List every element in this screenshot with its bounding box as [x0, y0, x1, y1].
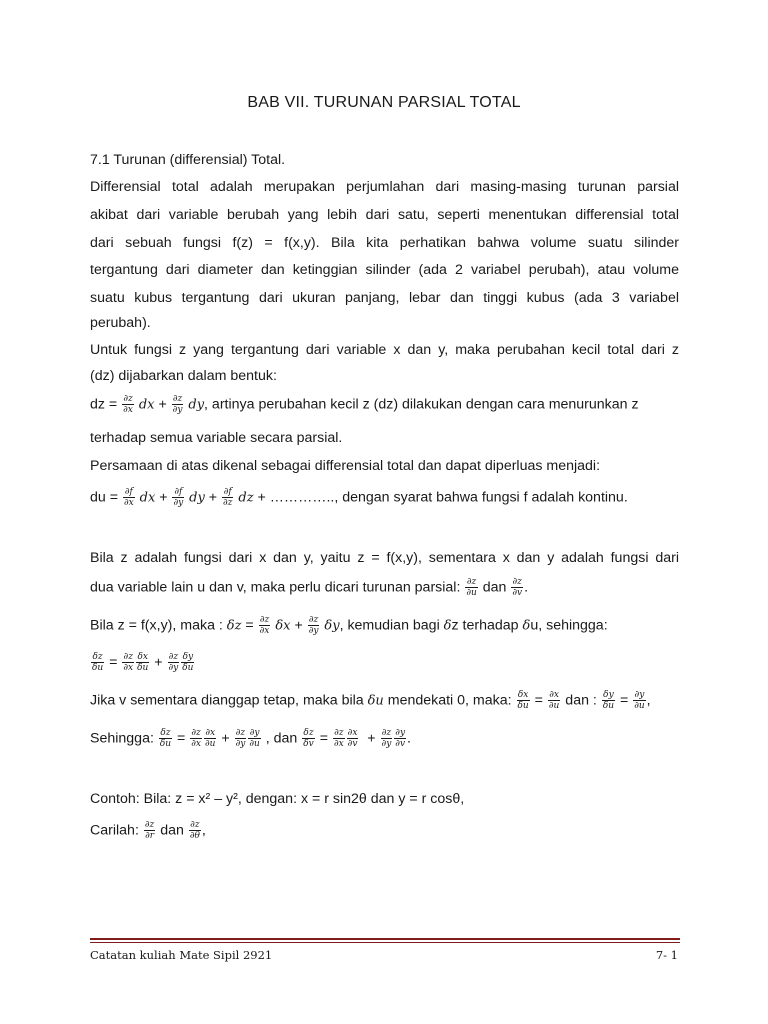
para1-line1: Differensial total adalah merupakan perjumlahan dari masing-masing turunan parsial [90, 179, 679, 195]
page-footer [90, 948, 680, 962]
footer-rule-thick [90, 938, 680, 940]
para4-line2: dua variable lain u dan v, maka perlu dicari turunan parsial: $\frac{\partial z}{\partial u}$ dan $\frac{\partial z}{\partial v}$ . [90, 577, 529, 598]
para3: Persamaan di atas dikenal sebagai differensial total dan dapat diperluas menjadi: [90, 458, 601, 474]
example-line: Contoh: Bila: z = x² – y², dengan: x = r sin2θ dan y = r cosθ, [90, 791, 465, 807]
para4-line1: Bila z adalah fungsi dari x dan y, yaitu z = f(x,y), sementara x dan y adalah fungsi dari [90, 550, 679, 566]
section-heading: 7.1 Turunan (differensial) Total. [90, 152, 286, 168]
page-title: BAB VII. TURUNAN PARSIAL TOTAL [247, 94, 521, 111]
fraction-df-dz: $\frac{\partial f}{\partial z}$ [223, 487, 233, 508]
du-lhs: du = [90, 489, 122, 506]
footer-rule-thin [90, 942, 680, 943]
dz-explanation: , artinya perubahan kecil z (dz) dilakukan dengan cara menurunkan z [204, 396, 639, 413]
dz-lhs: dz = [90, 396, 122, 413]
para2-line1: Untuk fungsi z yang tergantung dari variable x dan y, maka perubahan kecil total dari z [90, 342, 679, 358]
carilah-line: Carilah: $\frac{\partial z}{\partial r}$ dan $\frac{\partial z}{\partial\theta}$ , [90, 820, 206, 841]
footer-course: Catatan kuliah Mate Sipil 2921 [90, 948, 273, 962]
para5-line: Bila z = f(x,y), maka : δz = $\frac{\partial z}{\partial x}$ δx + $\frac{\partial z}{\partial y}$ δy, kemudian bagi δz terhadap δu, sehingga: [90, 615, 608, 636]
dz-explanation-cont: terhadap semua variable secara parsial. [90, 430, 343, 446]
para1-line4: tergantung dari diameter dan ketinggian silinder (ada 2 variabel perubah), atau volume [90, 262, 679, 278]
du-equation: du = $\frac{\partial f}{\partial x}$ dx + $\frac{\partial f}{\partial y}$ dy + $\frac{\partial f}{\partial z}$ dz + ………….., dengan syarat bahwa fungsi f adalah kontinu. [90, 487, 628, 508]
fraction-df-dy: $\frac{\partial f}{\partial y}$ [173, 487, 184, 508]
para1-line6: perubah). [90, 315, 151, 331]
para1-line3: dari sebuah fungsi f(z) = f(x,y). Bila kita perhatikan bahwa volume suatu silinder [90, 235, 679, 251]
fraction-dz-du: $\frac{\partial z}{\partial u}$ [466, 577, 477, 598]
para7-line: Sehingga: $\frac{\delta z}{\delta u}$ = $\frac{\partial z}{\partial x}$ $\frac{\partial x}{\partial u}$ + $\frac{\partial z}{\partial y}$ $\frac{\partial y}{\partial u}$ , dan $\frac{\delta z}{\delta v}$ = $\frac{\partial z}{\partial x}$ $\frac{\partial x}{\partial v}$ + $\frac{\partial z}{\partial y}$ $\frac{\partial y}{\partial v}$ . [90, 728, 411, 749]
fraction-dz-dx: $\frac{\partial z}{\partial x}$ [123, 394, 133, 415]
footer-page-number: 7- 1 [655, 948, 678, 962]
fraction-dz-dy-b: $\frac{\partial z}{\partial y}$ [308, 615, 319, 636]
fraction-dz-dr: $\frac{\partial z}{\partial r}$ [144, 820, 155, 841]
para1-line5: suatu kubus tergantung dari ukuran panjang, lebar dan tinggi kubus (ada 3 variabel [90, 290, 679, 306]
fraction-dz-dy: $\frac{\partial z}{\partial y}$ [172, 394, 183, 415]
fraction-df-dx: $\frac{\partial f}{\partial x}$ [123, 487, 134, 508]
fraction-dz-dtheta: $\frac{\partial z}{\partial\theta}$ [189, 820, 200, 841]
fraction-dz-dv: $\frac{\partial z}{\partial v}$ [512, 577, 523, 598]
chain-rule-delta: $\frac{\delta z}{\delta u}$ = $\frac{\partial z}{\partial x}$ $\frac{\delta x}{\delta u}$ + $\frac{\partial z}{\partial y}$ $\frac{\delta y}{\delta u}$ [92, 652, 194, 673]
para6-line: Jika v sementara dianggap tetap, maka bila δu mendekati 0, maka: $\frac{\delta x}{\delta u}$ = $\frac{\partial x}{\partial u}$ dan : $\frac{\delta y}{\delta u}$ = $\frac{\partial y}{\partial u}$ , [90, 690, 651, 711]
fraction-dz-dx-b: $\frac{\partial z}{\partial x}$ [259, 615, 270, 636]
para1-line2: akibat dari variable berubah yang lebih dari satu, seperti menentukan differensial total [90, 207, 679, 223]
para2-line2: (dz) dijabarkan dalam bentuk: [90, 368, 277, 384]
dz-equation: dz = $\frac{\partial z}{\partial x}$ dx + $\frac{\partial z}{\partial y}$ dy, artinya perubahan kecil z (dz) dilakukan dengan cara menurunkan z [90, 394, 639, 415]
du-explanation: + ………….., dengan syarat bahwa fungsi f adalah kontinu. [253, 489, 628, 506]
